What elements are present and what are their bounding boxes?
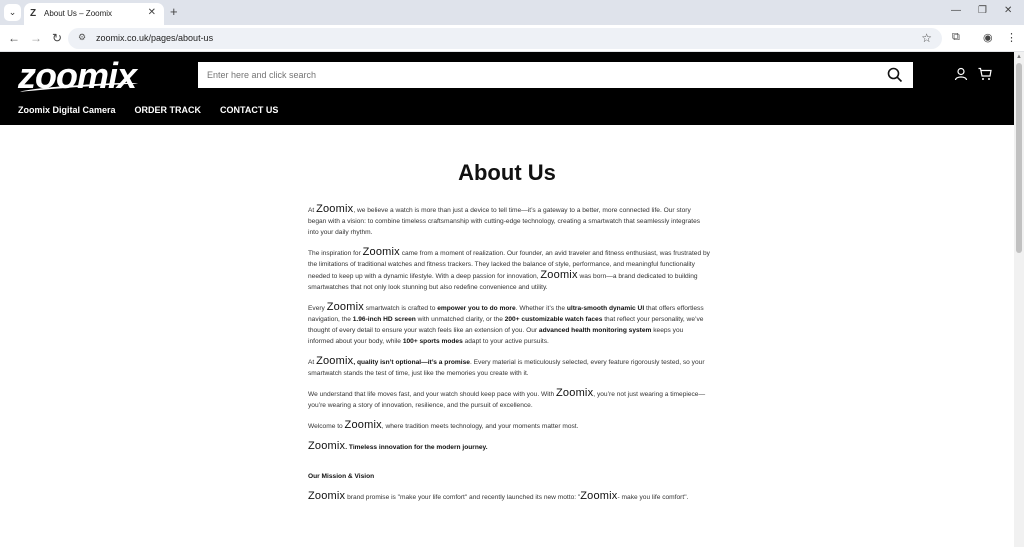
- bookmark-star-icon[interactable]: ☆: [921, 31, 932, 45]
- page-title: About Us: [458, 160, 556, 185]
- text: adapt to your active pursuits.: [462, 338, 549, 345]
- nav-zoomix-digital-camera[interactable]: Zoomix Digital Camera: [18, 105, 116, 115]
- paragraph-features: [308, 302, 710, 347]
- search-bar: [198, 62, 913, 88]
- new-tab-icon[interactable]: +: [170, 4, 178, 19]
- bold-text: 200+ customizable watch faces: [504, 316, 603, 323]
- bold-text: empower you to do more: [437, 305, 516, 312]
- brand-name: Zoomix: [326, 301, 364, 313]
- site-header: [0, 52, 1014, 125]
- text: came from a moment of realization. Our founder, an avid traveler and fitness enthusiast, was frustrated by the limitations of traditional watches and fitness trackers. They lacked the balance of style, performance, and meaningful functionality needed to keep up with a dynamic lifestyle. With a deep passion for innovation,: [308, 250, 710, 280]
- brand-name: Zoomix: [556, 387, 594, 399]
- about-content: [308, 204, 710, 512]
- text: We understand that life moves fast, and your watch should keep pace with you. With: [308, 391, 557, 398]
- bold-text: , quality isn’t optional—it’s a promise: [353, 359, 470, 366]
- scroll-up-icon[interactable]: ▲: [1016, 54, 1022, 60]
- site-info-icon[interactable]: ⚙: [78, 32, 87, 42]
- tab-title: About Us – Zoomix: [44, 9, 113, 18]
- text: - make you life comfort".: [617, 494, 689, 501]
- brand-name: Zoomix: [540, 269, 578, 281]
- extensions-icon[interactable]: ⧉: [952, 31, 960, 43]
- bold-text: advanced health monitoring system: [538, 327, 652, 334]
- bold-text: 100+ sports modes: [402, 338, 463, 345]
- active-tab[interactable]: [24, 3, 164, 25]
- text: brand promise is "make your life comfort" and recently launched its new motto: ": [345, 494, 581, 501]
- paragraph-inspiration: [308, 247, 710, 293]
- text: that reflect your personality, we’ve thought of every detail to ensure your watch feels like an extension of you. Our: [308, 316, 704, 334]
- brand-name: Zoomix: [344, 419, 382, 431]
- nav-contact-us[interactable]: CONTACT US: [220, 105, 279, 115]
- text: with unmatched clarity, or the: [415, 316, 505, 323]
- nav-order-track[interactable]: ORDER TRACK: [134, 105, 202, 115]
- cart-icon[interactable]: [978, 67, 992, 81]
- text: . Whether it’s the: [515, 305, 567, 312]
- zoomix-logo[interactable]: zoomix: [18, 55, 137, 96]
- paragraph-tagline: [308, 441, 710, 453]
- profile-icon[interactable]: ◉: [983, 32, 993, 44]
- brand-name: Zoomix: [580, 490, 618, 502]
- text: that offers effortless navigation, the: [308, 305, 704, 323]
- search-input[interactable]: [198, 62, 878, 88]
- bold-text: ultra-smooth dynamic UI: [566, 305, 645, 312]
- paragraph-quality: [308, 356, 710, 379]
- bold-text: 1.96-inch HD screen: [352, 316, 416, 323]
- forward-icon[interactable]: →: [30, 31, 42, 45]
- text: keeps you informed about your body, while: [308, 327, 684, 345]
- close-tab-icon[interactable]: ✕: [147, 7, 156, 18]
- brand-name: Zoomix: [308, 490, 346, 502]
- reload-icon[interactable]: ↻: [52, 31, 63, 45]
- account-icon[interactable]: [954, 67, 968, 81]
- bold-text: . Timeless innovation for the modern journey.: [345, 444, 488, 451]
- paragraph-motto: [308, 491, 710, 503]
- text: smartwatch is crafted to: [363, 305, 438, 312]
- text: At: [308, 359, 317, 366]
- text: Every: [308, 305, 327, 312]
- brand-name: Zoomix: [316, 203, 354, 215]
- text: At: [308, 207, 317, 214]
- zoomix-favicon-icon: Z: [30, 8, 37, 19]
- mission-heading: Our Mission & Vision: [308, 473, 375, 480]
- paragraph-welcome: [308, 420, 710, 432]
- minimize-icon[interactable]: —: [951, 5, 961, 16]
- url-text[interactable]: zoomix.co.uk/pages/about-us: [96, 33, 214, 43]
- text: Welcome to: [308, 423, 345, 430]
- brand-name: Zoomix: [308, 440, 346, 452]
- browser-toolbar: [0, 25, 1024, 52]
- brand-name: Zoomix: [316, 355, 354, 367]
- text: , we believe a watch is more than just a device to tell time—it’s a gateway to a better, more connected life. Our story began with a vision: to combine timeless craftsmanship with cutting-edge technology, creating a smartwatch that seamlessly integrates into your daily rhythm.: [308, 207, 701, 236]
- text: , you’re not just wearing a timepiece—you’re wearing a story of innovation, resilience, and the pursuit of excellence.: [308, 391, 706, 409]
- scrollbar-thumb[interactable]: [1016, 63, 1022, 253]
- close-window-icon[interactable]: ✕: [1004, 5, 1013, 16]
- text: was born—a brand dedicated to building smartwatches that not only look stunning but also redefine convenience and utility.: [308, 273, 698, 291]
- text: The inspiration for: [308, 250, 363, 257]
- back-icon[interactable]: ←: [8, 31, 20, 45]
- text: , where tradition meets technology, and your moments matter most.: [381, 423, 579, 430]
- restore-icon[interactable]: ❐: [978, 5, 987, 16]
- browser-tab-bar: [0, 0, 1024, 25]
- brand-name: Zoomix: [362, 246, 400, 258]
- paragraph-pace: [308, 388, 710, 411]
- tab-search-button[interactable]: ⌄: [4, 4, 21, 21]
- text: . Every material is meticulously selected, every feature rigorously tested, so your smartwatch stands the test of time, just like the memories you create with it.: [308, 359, 705, 377]
- browser-menu-icon[interactable]: ⋮: [1006, 32, 1017, 44]
- main-nav: [18, 105, 278, 115]
- paragraph-intro: [308, 204, 710, 238]
- search-icon[interactable]: [887, 67, 903, 83]
- address-bar[interactable]: [68, 28, 942, 49]
